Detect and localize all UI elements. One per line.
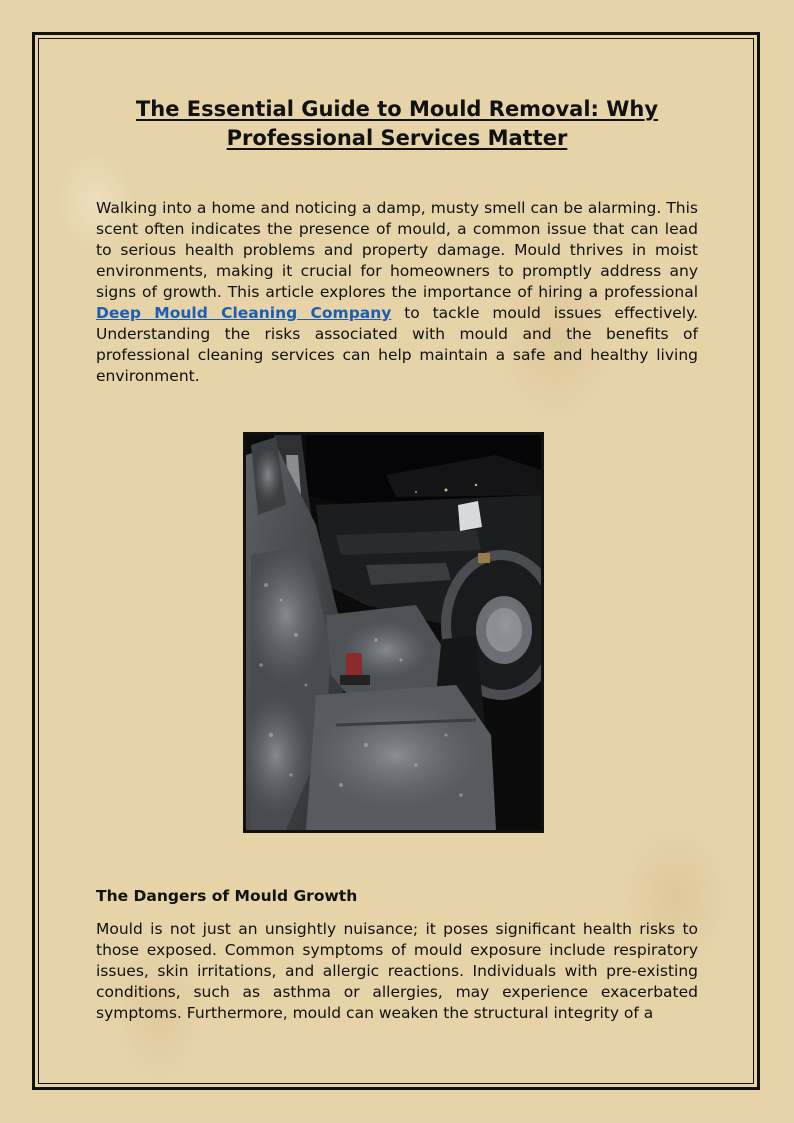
intro-text-before-link: Walking into a home and noticing a damp, musty smell can be alarming. This scent often indicates the presence of mould, a common issue that can lead to serious health problems and property damage. Mould thrives in moist environments, making it crucial for homeowners to promptly address any signs of growth. This article explores the importance of hiring a professional (96, 199, 698, 301)
mouldy-car-interior-photo (243, 432, 544, 833)
page-title: The Essential Guide to Mould Removal: Why Professional Services Matter (135, 97, 659, 150)
section-heading-dangers: The Dangers of Mould Growth (96, 887, 358, 905)
intro-text-after-link: to tackle mould issues effectively. Understanding the risks associated with mould and the benefits of professional cleaning services can help maintain a safe and healthy living environment. (96, 304, 698, 385)
intro-paragraph (96, 198, 698, 387)
dangers-paragraph: Mould is not just an unsightly nuisance; it poses significant health risks to those exposed. Common symptoms of mould exposure include respiratory issues, skin irritations, and allergic reactions. Individuals with pre-existing conditions, such as asthma or allergies, may experience exacerbated symptoms. Furthermore, mould can weaken the structural integrity of a (96, 920, 698, 1022)
deep-mould-cleaning-link[interactable]: Deep Mould Cleaning Company (96, 304, 392, 322)
